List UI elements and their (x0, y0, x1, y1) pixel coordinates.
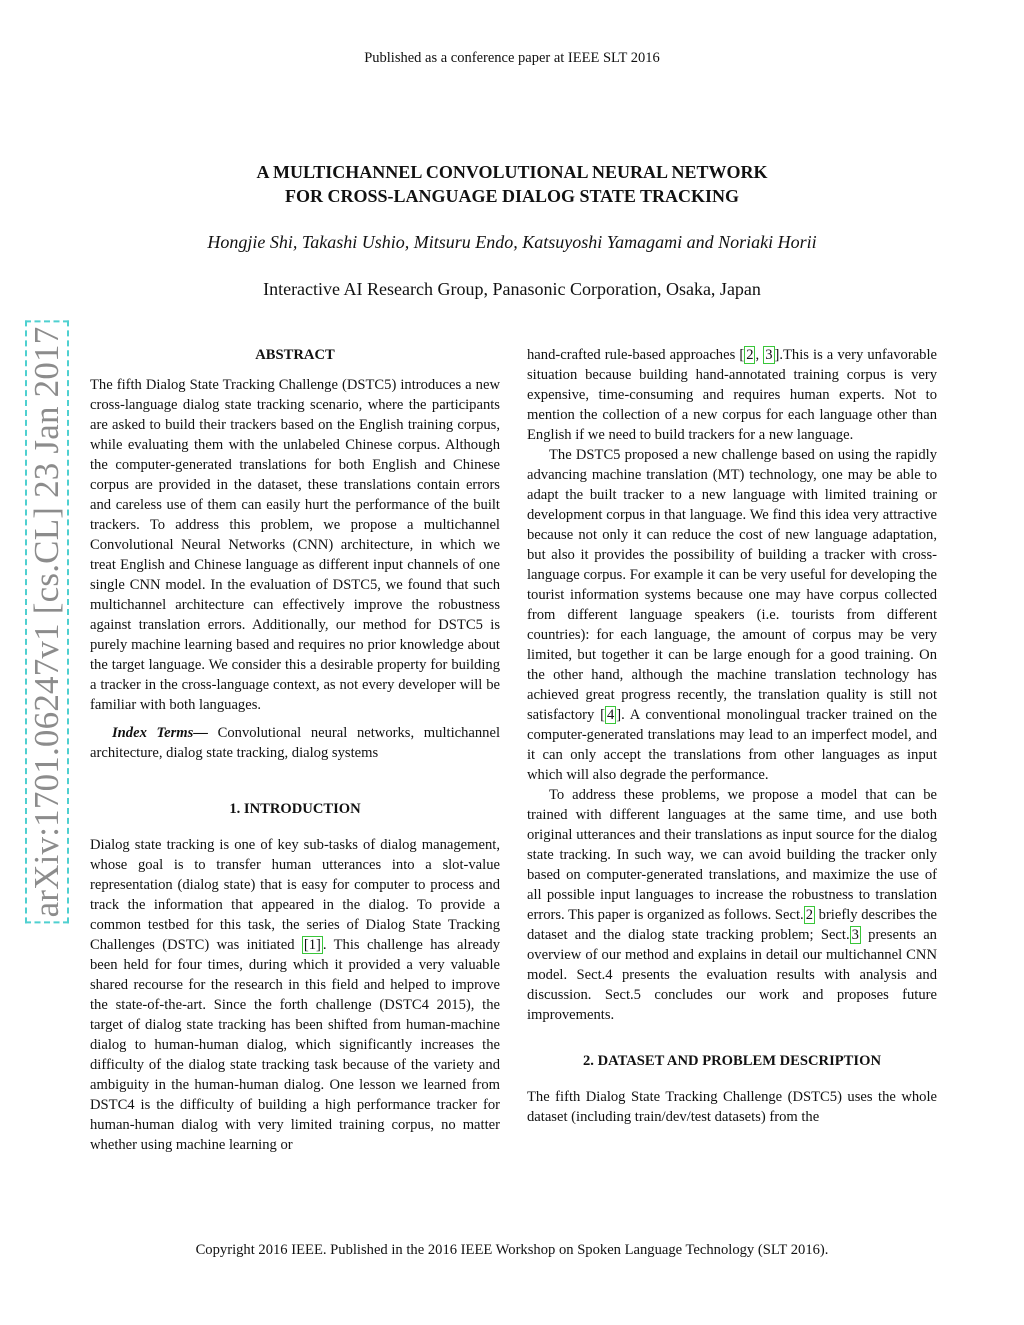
conference-header: Published as a conference paper at IEEE SLT 2016 (364, 50, 660, 66)
left-column (90, 345, 500, 1155)
index-terms-list: Convolutional neural networks, multichannel architecture, dialog state tracking, dialog systems (90, 725, 501, 761)
index-terms-label: Index Terms— (112, 725, 208, 741)
dataset-paragraph: The fifth Dialog State Tracking Challenge (DSTC5) uses the whole dataset (including train/dev/test datasets) from the (527, 1089, 937, 1125)
citation-link-2[interactable]: 2 (746, 347, 754, 363)
citation-link-4[interactable]: 4 (606, 707, 615, 723)
index-terms (90, 723, 500, 763)
introduction-heading: 1. INTRODUCTION (229, 801, 361, 817)
intro-p1-text-d: ].This is a very unfavorable situation because building hand-annotated training corpus is very expensive, time-consuming and requires human experts. Not to mention the collection of a new corpus for each language other than English if we need to build trackers for a new language. (527, 347, 938, 443)
intro-p3-text-c: presents an overview of our method and explains in detail our multichannel CNN model. Sect.4 presents the evaluation results with analysis and discussion. Sect.5 concludes our work and proposes future improvements. (527, 927, 937, 1023)
intro-p2-text-b: ]. A conventional monolingual tracker trained on the computer-generated translations may lead to an imperfect model, and it can only accept the translations from other languages as input which will also degrade the performance. (527, 707, 937, 783)
abstract-text: The fifth Dialog State Tracking Challenge (DSTC5) introduces a new cross-language dialog state tracking scenario, where the participants are asked to build their trackers based on the English training corpus, while evaluating them with the unlabeled Chinese corpus. Although the computer-generated translations for both English and Chinese corpus are provided in the dataset, these translations contain errors and careless use of them can easily hurt the performance of the built trackers. To address this problem, we propose a multichannel Convolutional Neural Networks (CNN) architecture, in which we treat English and Chinese language as different input channels of one single CNN model. In the evaluation of DSTC5, we found that such multichannel architecture can effectively improve the robustness against translation errors. Additionally, our method for DSTC5 is purely machine learning based and requires no prior knowledge about the target language. We consider this a desirable property for building a tracker in the cross-language context, as not every developer will be familiar with both languages. (90, 377, 500, 713)
intro-p3-text-a: To address these problems, we propose a model that can be trained with different languages at the same time, and use both original utterances and their translations as input source for the dialog state tracking. In such way, we can avoid building the tracker only based on computer-generated translations, and maximize the use of all possible input languages to increase the robustness to translation errors. This paper is organized as follows. Sect. (527, 787, 937, 923)
intro-p3-text-b: briefly describes the dataset and the dialog state tracking problem; Sect. (527, 907, 937, 943)
citation-link-1[interactable]: [1] (303, 937, 321, 953)
citation-separator: , (755, 347, 764, 363)
intro-p1-text-a: Dialog state tracking is one of key sub-tasks of dialog management, whose goal is to transfer human utterances into a slot-value representation (dialog state) that is easy for computer to process and track the information that appeared in the dialog. To provide a common testbed for this task, the series of Dialog State Tracking Challenges (DSTC) was initiated (90, 837, 500, 953)
intro-paragraph-1-continued (527, 345, 937, 445)
affiliation: Interactive AI Research Group, Panasonic Corporation, Osaka, Japan (263, 279, 761, 299)
citation-link-3[interactable]: 3 (765, 347, 773, 363)
paper-title-line-2: FOR CROSS-LANGUAGE DIALOG STATE TRACKING (284, 186, 740, 206)
intro-p1-text-b: . This challenge has already been held for four times, during which it provided a very valuable shared recourse for the research in this field and helped to improve the state-of-the-art. Since the forth challenge (DSTC4 2015), the target of dialog state tracking has been shifted from human-machine dialog to human-human dialog, which significantly increases the difficulty of the dialog state tracking task because of the variety and ambiguity in the human-human dialog. One lesson we learned from DSTC4 is the difficulty of building a high performance tracker for human-human dialog with very limited training corpus, no matter whether using machine learning or (90, 937, 500, 1153)
abstract-heading: ABSTRACT (255, 347, 335, 363)
copyright-footer: Copyright 2016 IEEE. Published in the 2016 IEEE Workshop on Spoken Language Technology (SLT 2016). (195, 1242, 829, 1258)
arxiv-identifier[interactable]: arXiv:1701.06247v1 [cs.CL] 23 Jan 2017 (25, 321, 69, 924)
paper-title (100, 160, 924, 208)
section-link-3[interactable]: 3 (851, 927, 859, 943)
intro-p2-text-a: The DSTC5 proposed a new challenge based on using the rapidly advancing machine translation (MT) technology, one may be able to adapt the built tracker to a new language with limited training or development corpus in that language. We find this idea very attractive because not only it can reduce the cost of new language adaptation, but also it provides the possibility of building a tracker with cross-language corpus. For example it can be very useful for developing the tourist information systems because one may have corpus collected from different language speakers (i.e. tourists from different countries): for each language, the amount of corpus may be very limited, but together it can be large enough for a good training. On the other hand, although the machine translation technology has achieved great progress recently, the translation quality is still not satisfactory [ (527, 447, 937, 723)
intro-paragraph-2 (527, 445, 937, 785)
intro-paragraph-1 (90, 835, 500, 1155)
intro-p1-text-c: hand-crafted rule-based approaches [ (527, 347, 745, 363)
right-column (527, 345, 937, 1127)
paper-title-line-1: A MULTICHANNEL CONVOLUTIONAL NEURAL NETWORK (256, 162, 768, 182)
intro-paragraph-3 (527, 785, 937, 1025)
author-list: Hongjie Shi, Takashi Ushio, Mitsuru Endo, Katsuyoshi Yamagami and Noriaki Horii (207, 232, 817, 252)
section-link-2[interactable]: 2 (805, 907, 813, 923)
dataset-heading: 2. DATASET AND PROBLEM DESCRIPTION (582, 1053, 881, 1069)
